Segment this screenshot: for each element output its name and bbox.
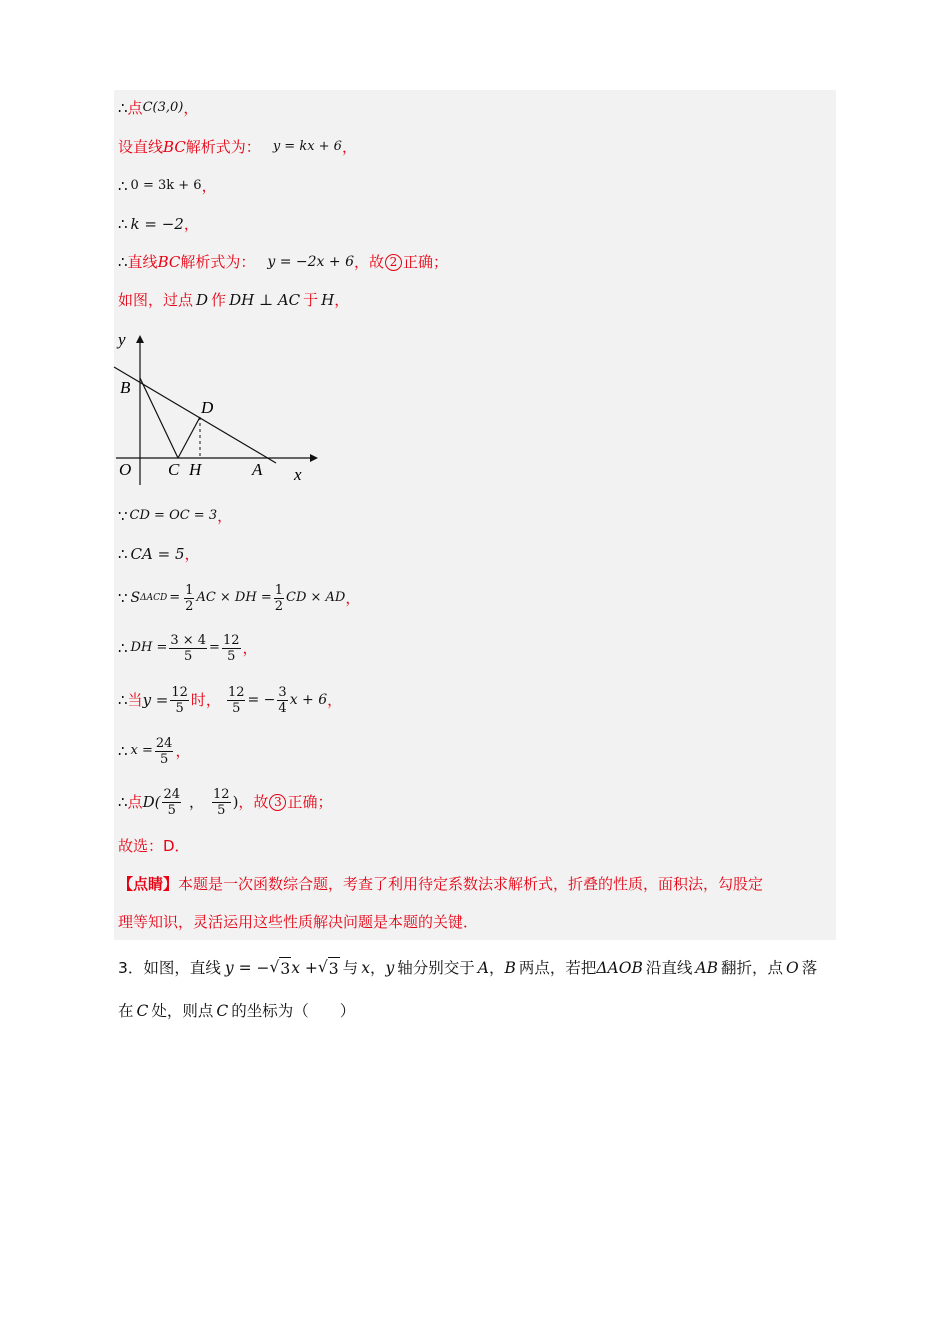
fraction — [162, 787, 181, 818]
text: 点 — [127, 793, 143, 811]
math: D( — [142, 793, 161, 811]
because-symbol: ∵ — [118, 589, 128, 607]
math: ) — [232, 793, 239, 811]
text: ， — [217, 507, 233, 525]
math: ΔAOB — [596, 959, 643, 977]
math: C(3,0) — [142, 100, 184, 115]
because-symbol: ∵ — [118, 507, 128, 525]
denominator: 5 — [184, 648, 193, 664]
radicand: 3 — [328, 957, 340, 980]
therefore-symbol: ∴ — [118, 691, 128, 709]
question-number: 3． — [118, 959, 144, 977]
solution-line-10 — [118, 630, 258, 666]
radicand: 3 — [279, 957, 291, 980]
text: 正确； — [403, 253, 449, 271]
fraction — [155, 736, 174, 767]
text: 正确； — [287, 793, 333, 811]
numerator: 24 — [163, 786, 180, 802]
math: = — [169, 590, 181, 605]
circled-number: 3 — [269, 794, 286, 811]
text: ， — [488, 959, 505, 977]
text: ， — [184, 545, 200, 563]
math: S — [130, 590, 141, 606]
fraction — [169, 633, 207, 664]
therefore-symbol: ∴ — [118, 99, 128, 117]
math: CD × AD — [286, 590, 346, 605]
label-y: y — [118, 330, 126, 349]
comment-tag: 【点睛】 — [118, 875, 179, 893]
text: 落 — [801, 959, 818, 977]
text: 如图，过点 — [118, 291, 194, 309]
text: 设直线 — [118, 138, 164, 156]
math: O — [785, 959, 799, 977]
text: 理等知识，灵活运用这些性质解决问题是本题的关键． — [118, 913, 479, 931]
square-root: √ 3 — [269, 958, 291, 978]
text: ， — [334, 291, 350, 309]
math: 0 = 3k + 6 — [130, 178, 202, 193]
fraction — [170, 685, 189, 716]
math-subscript: ΔACD — [140, 593, 168, 603]
square-root: √ 3 — [317, 958, 339, 978]
circled-number: 2 — [385, 254, 402, 271]
denominator: 5 — [227, 648, 236, 664]
solution-line-1 — [118, 98, 198, 118]
math: D — [196, 291, 209, 309]
text: ， — [183, 99, 199, 117]
therefore-symbol: ∴ — [118, 742, 128, 760]
question-3-line-2 — [118, 1000, 355, 1022]
text: ， — [345, 589, 361, 607]
text: 点 — [127, 99, 143, 117]
text: 解析式为： — [180, 253, 256, 271]
fraction — [184, 583, 194, 614]
solution-line-9 — [118, 580, 360, 616]
math: x + 6 — [289, 692, 328, 708]
math: y = − — [224, 959, 270, 977]
solution-line-3 — [118, 176, 217, 196]
label-o: O — [119, 460, 132, 479]
solution-line-5 — [118, 252, 448, 272]
therefore-symbol: ∴ — [118, 793, 128, 811]
text: 于 — [303, 291, 319, 309]
numerator: 12 — [227, 684, 245, 700]
math: AB — [695, 959, 718, 977]
math: A — [477, 959, 489, 977]
fraction — [212, 787, 231, 818]
math: B — [504, 959, 516, 977]
math: x — [361, 959, 370, 977]
numerator: 12 — [171, 684, 188, 700]
text: ， — [175, 742, 191, 760]
denominator: 5 — [160, 751, 169, 767]
text: ， — [201, 177, 217, 195]
text: ， — [369, 959, 386, 977]
therefore-symbol: ∴ — [118, 215, 128, 233]
text: 解析式为： — [185, 138, 261, 156]
label-d: D — [201, 398, 214, 417]
text: 处，则点 — [151, 1002, 214, 1020]
math: C — [136, 1002, 149, 1020]
numerator: 3 — [278, 684, 287, 700]
numerator: 1 — [185, 582, 194, 598]
text: 沿直线 — [645, 959, 693, 977]
label-a: A — [252, 460, 263, 479]
solution-line-2 — [118, 137, 357, 157]
math: ， — [189, 793, 205, 811]
fraction — [274, 583, 284, 614]
text: 两点，若把 — [518, 959, 597, 977]
text: 直线 — [127, 253, 158, 271]
label-x: x — [294, 465, 302, 484]
math: y = — [142, 691, 169, 709]
math: x + — [291, 959, 318, 977]
math: BC — [157, 253, 181, 271]
fraction — [222, 633, 241, 664]
therefore-symbol: ∴ — [118, 177, 128, 195]
math: k = −2 — [130, 215, 184, 233]
math: H — [321, 291, 335, 309]
solution-line-13 — [118, 783, 332, 821]
solution-line-14 — [118, 836, 190, 856]
math: CD = OC = 3 — [129, 508, 218, 523]
solution-line-7 — [118, 506, 232, 526]
denominator: 4 — [278, 700, 287, 716]
fraction — [277, 685, 287, 716]
text: ，故 — [353, 253, 384, 271]
math: DH ⊥ AC — [229, 291, 301, 309]
geometry-figure — [112, 325, 322, 490]
solution-line-16 — [118, 912, 478, 932]
denominator: 5 — [232, 700, 241, 716]
math: CA = 5 — [130, 545, 185, 563]
denominator: 2 — [185, 598, 194, 614]
math: y = −2x + 6 — [267, 254, 354, 270]
text: 当 — [127, 691, 143, 709]
therefore-symbol: ∴ — [118, 639, 128, 657]
math: BC — [163, 138, 186, 156]
numerator: 12 — [222, 632, 240, 648]
fraction — [227, 685, 246, 716]
math: y = kx + 6 — [272, 139, 342, 154]
text: 本题是一次函数综合题，考查了利用待定系数法求解析式，折叠的性质，面积法，勾股定 — [178, 875, 764, 893]
text: ， — [183, 215, 199, 233]
text: 如图，直线 — [143, 959, 221, 977]
math: y — [385, 959, 395, 977]
text: 在 — [118, 1002, 134, 1020]
solution-line-12 — [118, 733, 190, 769]
text: 轴分别交于 — [397, 959, 475, 977]
label-h: H — [189, 460, 202, 479]
numerator: 24 — [155, 735, 173, 751]
numerator: 1 — [274, 582, 283, 598]
math: AC × DH = — [196, 590, 272, 605]
numerator: 12 — [213, 786, 230, 802]
solution-line-11 — [118, 681, 342, 719]
math: C — [216, 1002, 229, 1020]
therefore-symbol: ∴ — [118, 253, 128, 271]
text: ， — [327, 691, 343, 709]
text: 作 — [211, 291, 227, 309]
text: 的坐标为（ ） — [231, 1002, 356, 1020]
label-b: B — [120, 378, 131, 397]
text: ，故 — [238, 793, 269, 811]
denominator: 5 — [217, 802, 226, 818]
solution-line-15 — [118, 874, 763, 894]
therefore-symbol: ∴ — [118, 545, 128, 563]
math: x = — [130, 743, 153, 758]
text: ， — [341, 138, 357, 156]
text: 翻折，点 — [720, 959, 783, 977]
answer-text: 故选：D． — [118, 837, 190, 855]
text: 时， — [190, 691, 221, 709]
solution-line-8 — [118, 544, 200, 564]
numerator: 3 × 4 — [170, 632, 207, 648]
math: DH = — [130, 640, 168, 655]
text: 与 — [342, 959, 359, 977]
math: = — [209, 640, 220, 655]
math: = − — [247, 692, 276, 708]
label-c: C — [168, 460, 180, 479]
solution-line-6 — [118, 290, 349, 310]
question-3-line-1 — [118, 956, 817, 980]
denominator: 5 — [175, 700, 184, 716]
text: ， — [242, 639, 258, 657]
denominator: 5 — [167, 802, 176, 818]
solution-line-4 — [118, 214, 199, 234]
denominator: 2 — [274, 598, 283, 614]
